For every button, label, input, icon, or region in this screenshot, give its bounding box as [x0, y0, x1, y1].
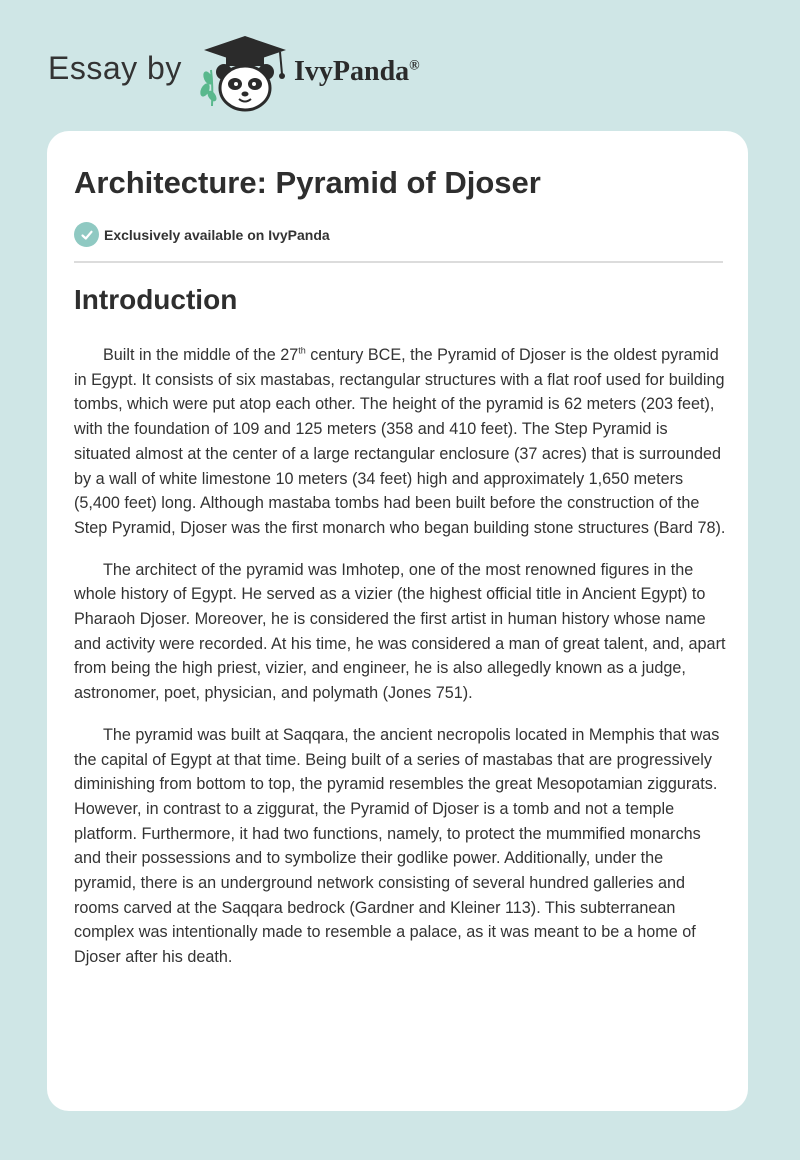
essay-body	[74, 343, 726, 987]
registered-mark: ®	[409, 58, 420, 74]
paragraph-2: The architect of the pyramid was Imhotep, one of the most renowned figures in the whole history of Egypt. He served as a vizier (the highest official title in Ancient Egypt) to Pharaoh Djoser. Moreover, he is considered the first artist in human history whose name and activity were recorded. At his time, he was considered a man of great talent, and, apart from being the high priest, vizier, and engineer, he is also allegedly known as a judge, astronomer, poet, physician, and polymath (Jones 751).	[74, 560, 726, 703]
site-header	[0, 0, 800, 130]
paragraph-1	[74, 343, 726, 541]
brand-text: IvyPanda	[294, 56, 410, 87]
checkmark-icon	[74, 222, 99, 247]
page-title: Architecture: Pyramid of Djoser	[74, 165, 541, 200]
paragraph-3: The pyramid was built at Saqqara, the ancient necropolis located in Memphis that was the capital of Egypt at that time. Being built of a series of mastabas that are progressively diminishing from bottom to top, the pyramid resembles the great Mesopotamian ziggurats. However, in contrast to a ziggurat, the Pyramid of Djoser is a tomb and not a temple platform. Furthermore, it had two functions, namely, to protect the mummified monarchs and their possessions and to symbolize their godlike power. Additionally, under the pyramid, there is an underground network consisting of several hundred galleries and rooms carved at the Saqqara bedrock (Gardner and Kleiner 113). This subterranean complex was intentionally made to resemble a palace, as it was meant to be a home of Djoser after his death.	[74, 725, 720, 967]
badge-text: Exclusively available on IvyPanda	[104, 226, 330, 243]
exclusive-badge	[74, 222, 330, 247]
p1-superscript: th	[298, 345, 306, 356]
essay-card	[47, 131, 748, 1111]
essay-by-label: Essay by	[48, 50, 182, 86]
section-heading: Introduction	[74, 284, 238, 315]
brand-name[interactable]	[294, 56, 420, 88]
p1-end: century BCE, the Pyramid of Djoser is the oldest pyramid in Egypt. It consists of six mastabas, rectangular structures with a flat roof used for building tombs, which were put atop each other. The height of the pyramid is 62 meters (203 feet), with the foundation of 109 and 125 meters (358 and 410 feet). The Step Pyramid is situated almost at the center of a large rectangular enclosure (37 acres) that is surrounded by a wall of white limestone 10 meters (34 feet) high and approximately 1,650 meters (5,400 feet) long. Although mastaba tombs had been built before the construction of the Step Pyramid, Djoser was the first monarch who began building stone structures (Bard 78).	[74, 346, 726, 537]
panda-graduate-logo-icon[interactable]	[198, 34, 293, 114]
p1-start: Built in the middle of the 27	[103, 346, 299, 364]
divider	[74, 261, 723, 263]
